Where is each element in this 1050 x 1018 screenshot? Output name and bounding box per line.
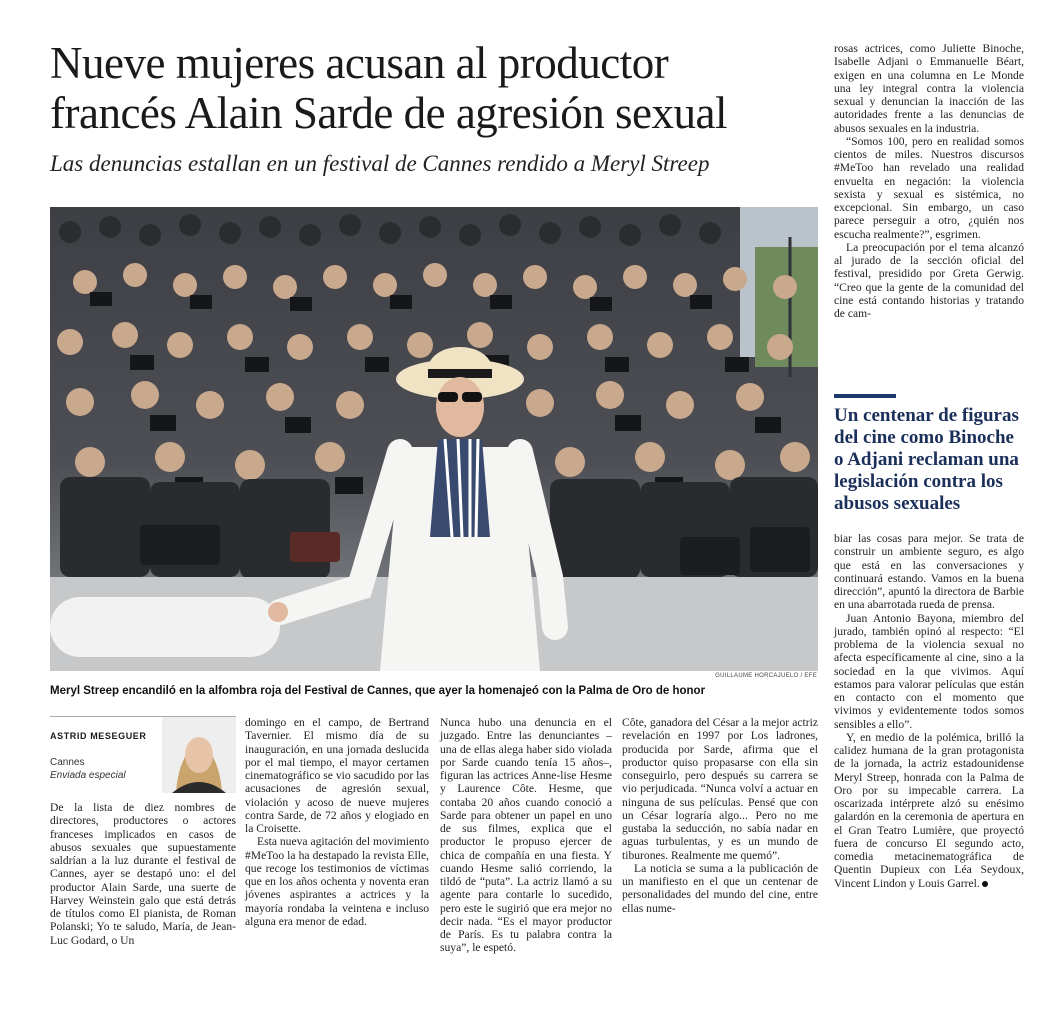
subheadline: Las denuncias estallan en un festival de Cannes rendido a Meryl Streep [50, 151, 710, 176]
author-box [50, 716, 236, 795]
column-5-top [834, 42, 1024, 320]
pullquote: Un centenar de figuras del cine como Binoche o Adjani reclaman una legislación contra los abusos sexuales [834, 405, 1019, 514]
paragraph: “Somos 100, pero en realidad somos cientos de miles. Nuestros discursos #MeToo han revelado una realidad envuelta en negación: la violencia sexista y sexual es sistémica, no excepcional. Sin embargo, un caso parece perseguir a otro, ¿quién nos escucha realmente?”, esgrimen. [834, 134, 1024, 241]
author-name: ASTRID MESEGUER [50, 731, 147, 741]
column-1 [50, 801, 236, 947]
paragraph: domingo en el campo, de Bertrand Tavernier. El mismo día de su inauguración, en una jornada deslucida por el mal tiempo, el mayor certamen cinematográfico se vio sacudido por las acusaciones de agresión sexual, violación y acoso de nueve mujeres contra Sarde, de 72 años y elogiado en la Croisette. [245, 716, 429, 835]
photo-caption: Meryl Streep encandiló en la alfombra roja del Festival de Cannes, que ayer la homenajeó con la Palma de Oro de honor [50, 685, 706, 697]
paragraph: La preocupación por el tema alcanzó al jurado de la sección oficial del festival, presidido por Greta Gerwig. “Creo que la gente de la comunidad del cine está contando historias y tratando de cam- [834, 240, 1024, 320]
headline [50, 38, 810, 138]
paragraph: Nunca hubo una denuncia en el juzgado. Entre las denunciantes –una de ellas alega haber sido violada por Sarde cuando tenía 15 años–, figuran las actrices Anne-lise Hesme y Laurence Côte. Hesme, que contaba 20 años cuando conoció a Sarde para obtener un papel en uno de sus filmes, explica que el productor le propuso ejercer de chica de compañía en una fiesta. Y cuando Hesme salió corriendo, la tildó de “puta”. La actriz llamó a su agente para contarle lo sucedido, pero este le sugirió que era mejor no decir nada. “Es el mayor productor de París. Es tu palabra contra la suya”, le espetó. [440, 716, 612, 955]
pullquote-rule [834, 394, 896, 398]
photographers-scene-illustration [50, 207, 818, 671]
end-bullet-icon [982, 881, 988, 887]
headline-line-2: francés Alain Sarde de agresión sexual [50, 88, 727, 138]
paragraph: Côte, ganadora del César a la mejor actriz revelación en 1997 por Los ladrones, producida por Sarde, afirma que el productor quiso propasarse con ella sin conseguirlo, pero después su carrera se vio perjudicada. “Nunca volví a actuar en ninguna de sus películas. Pensé que con un César lograría algo... Pero no me gustaba la seducción, no sabía nadar en aguas turbulentas, y es un mundo de tiburones. Realmente me quemó”. [622, 716, 818, 862]
photo-credit: GUILLAUME HORCAJUELO / EFE [715, 673, 817, 679]
paragraph-final [834, 731, 1024, 890]
paragraph: Esta nueva agitación del movimiento #MeToo la ha destapado la revista Elle, que recoge los testimonios de víctimas que en los años ochenta y noventa eran jóvenes aspirantes a actrices y la mayoría rondaba la veintena e incluso alguna era menor de edad. [245, 835, 429, 928]
author-avatar [162, 717, 236, 793]
headline-line-1: Nueve mujeres acusan al productor [50, 38, 669, 88]
column-5-bottom [834, 532, 1024, 890]
final-text: Y, en medio de la polémica, brilló la calidez humana de la gran protagonista de la jornada, la actriz estadounidense Meryl Streep, honrada con la Palma de Oro por su impecable carrera. La oscarizada intérprete alzó su enésimo galardón en la ceremonia de apertura en el Gran Teatro Lumière, que proyectó fuera de concurso El segundo acto, comedia metacinematográfica de Quentin Dupieux con Léa Seydoux, Vincent Lindon y Louis Garrel. [834, 730, 1024, 890]
paragraph: La noticia se suma a la publicación de un manifiesto en el que un centenar de personalidades del mundo del cine, entre ellas nume- [622, 861, 818, 915]
column-4 [622, 716, 818, 915]
paragraph: rosas actrices, como Juliette Binoche, Isabelle Adjani o Emmanuelle Béart, exigen en una columna en Le Monde una ley integral contra la violencia sexual y denuncian la inacción de las autoridades frente a las denuncias de abusos sexuales en la industria. [834, 42, 1024, 135]
main-photo [50, 207, 818, 671]
paragraph: biar las cosas para mejor. Se trata de construir un ambiente seguro, es algo que está en las conversaciones y continuará estando. Vamos en la buena dirección”, apuntó la directora de Barbie en una abarrotada rueda de prensa. [834, 532, 1024, 612]
paragraph: De la lista de diez nombres de directores, productores o actores franceses implicados en casos de abusos sexuales que supuestamente saldrían a la luz durante el festival de Cannes, ayer se destapó uno: el del productor Alain Sarde, una suerte de Harvey Weinstein galo que está detrás de títulos como El pianista, de Roman Polanski; Yo te saludo, María, de Jean-Luc Godard, o Un [50, 801, 236, 947]
author-role: Enviada especial [50, 770, 126, 781]
paragraph: Juan Antonio Bayona, miembro del jurado, también opinó al respecto: “El problema de la violencia sexual no afecta específicamente al cine, sino a la sociedad en la que vivimos. Aquí estamos para valorar películas que están en contacto con el momento que vivimos y evidentemente todos somos sensibles a ello”. [834, 611, 1024, 731]
column-3 [440, 716, 612, 955]
column-2 [245, 716, 429, 928]
author-city: Cannes [50, 757, 85, 768]
